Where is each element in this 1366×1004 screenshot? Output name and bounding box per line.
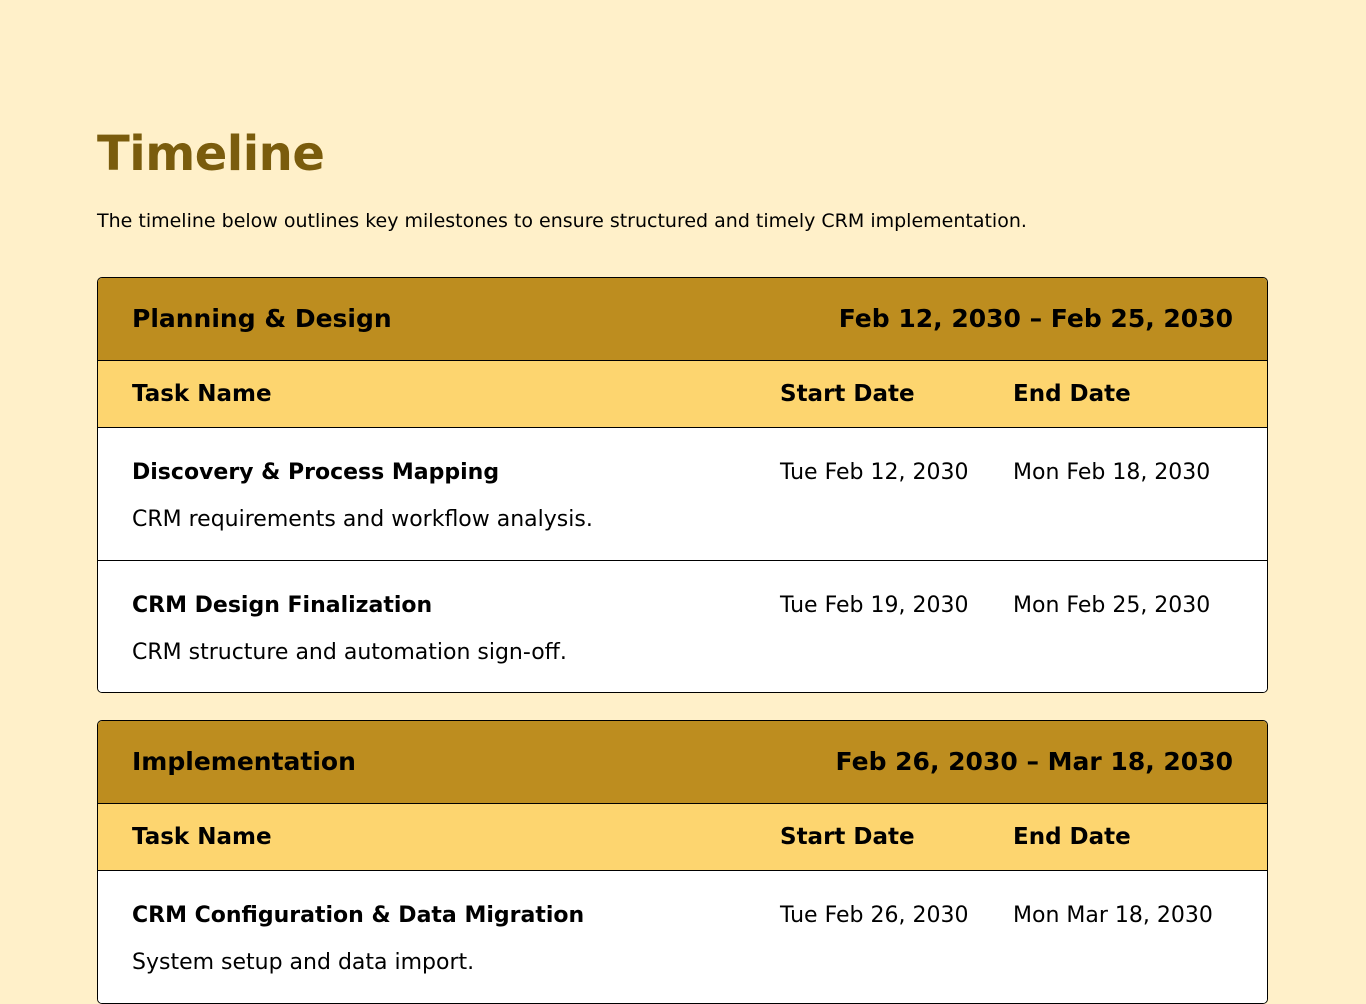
task-end-date: Mon Feb 25, 2030 [1013,593,1211,618]
task-name: CRM Configuration & Data Migration [132,903,585,928]
phase-date-range: Feb 26, 2030 – Mar 18, 2030 [835,747,1233,776]
phase-date-range: Feb 12, 2030 – Feb 25, 2030 [838,304,1233,333]
column-header-task-name: Task Name [132,824,272,850]
phase-name: Implementation [132,747,356,776]
phase-card-planning-design [97,277,1268,693]
column-header-row [98,361,1267,428]
column-header-task-name: Task Name [132,381,272,407]
column-header-start-date: Start Date [780,381,915,407]
task-row [98,871,1267,1003]
phase-card-implementation [97,720,1268,1004]
task-row [98,560,1267,692]
task-row [98,428,1267,560]
page-title: Timeline [97,126,325,182]
task-start-date: Tue Feb 26, 2030 [780,903,969,928]
task-description: System setup and data import. [132,950,475,975]
task-description: CRM structure and automation sign-off. [132,640,567,665]
task-name: CRM Design Finalization [132,593,433,618]
phase-header [98,721,1267,804]
column-header-row [98,804,1267,871]
task-end-date: Mon Feb 18, 2030 [1013,460,1211,485]
task-start-date: Tue Feb 19, 2030 [780,593,969,618]
task-start-date: Tue Feb 12, 2030 [780,460,969,485]
task-name: Discovery & Process Mapping [132,460,500,485]
page-intro: The timeline below outlines key milestones to ensure structured and timely CRM implementation. [97,210,1027,232]
phase-header [98,278,1267,361]
task-end-date: Mon Mar 18, 2030 [1013,903,1213,928]
column-header-end-date: End Date [1013,824,1131,850]
column-header-end-date: End Date [1013,381,1131,407]
phase-name: Planning & Design [132,304,392,333]
column-header-start-date: Start Date [780,824,915,850]
task-description: CRM requirements and workflow analysis. [132,507,593,532]
